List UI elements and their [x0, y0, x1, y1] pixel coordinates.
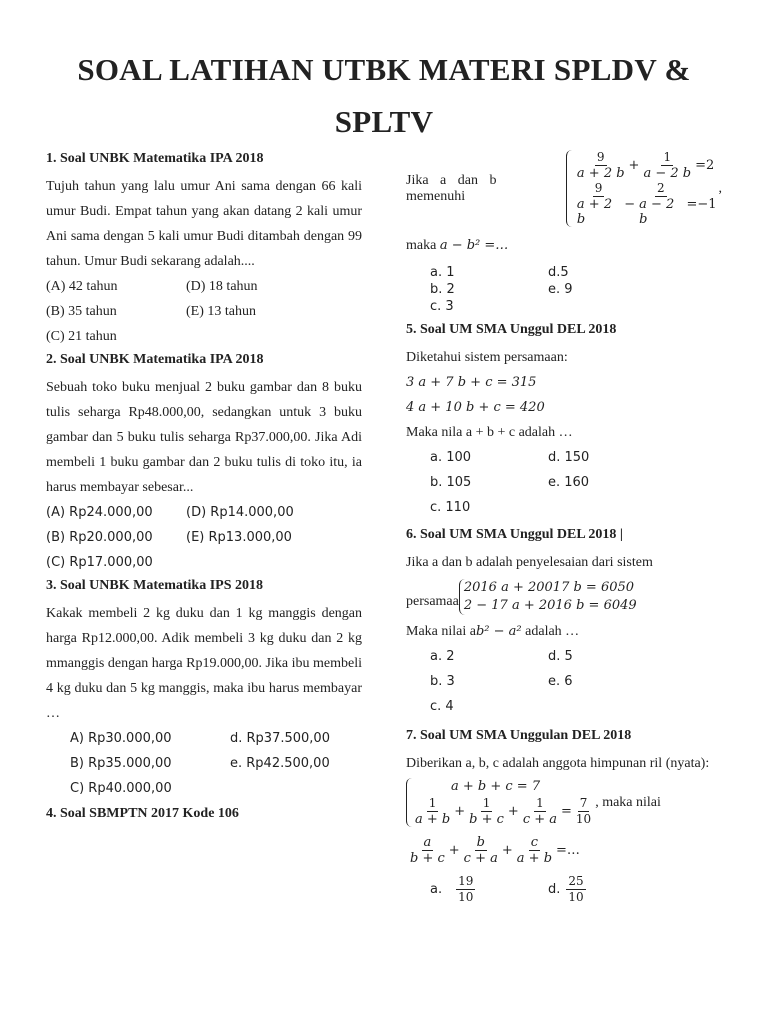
q4-heading: 4. Soal SBMPTN 2017 Kode 106: [46, 806, 239, 821]
q6-option-b: b. 3: [430, 674, 455, 689]
q1-option-d: (D) 18 tahun: [186, 279, 258, 294]
q5-eq1: 3 a + 7 b + c = 315: [406, 375, 537, 390]
q6-ask-expr: b² − a²: [475, 624, 522, 639]
q3-option-d: d. Rp37.500,00: [230, 731, 330, 746]
q2-option-d: (D) Rp14.000,00: [186, 505, 294, 520]
q4-eq2-f1-num: 9: [594, 181, 603, 195]
q4-option-c: c. 3: [430, 299, 454, 314]
q4-option-d: d.5: [548, 265, 569, 280]
title-line-1: SOAL LATIHAN UTBK MATERI SPLDV &: [77, 52, 691, 87]
q5-option-d: d. 150: [548, 450, 590, 465]
q1-text: Tujuh tahun yang lalu umur Ani sama dengan 66 kali umur Budi. Empat tahun yang akan datang 2 kali umur Ani sama dengan 5 kali umur Budi ditambah dengan 99 tahun. Umur Budi sekarang adalah....: [46, 179, 362, 269]
q5-heading: 5. Soal UM SMA Unggul DEL 2018: [406, 322, 617, 337]
q5-option-a: a. 100: [430, 450, 472, 465]
q3-heading: 3. Soal UNBK Matematika IPS 2018: [46, 578, 263, 593]
q4-option-b: b. 2: [430, 282, 455, 297]
q7-option-a-den: 10: [458, 890, 474, 904]
right-column: [406, 150, 722, 905]
q3-option-c: C) Rp40.000,00: [70, 781, 172, 796]
q7-ask-d3: a + b: [516, 851, 553, 866]
q6-eq2: 2 − 17 a + 2016 b = 6049: [463, 598, 637, 613]
q4-eq1-op: +: [628, 158, 640, 173]
q7-eq2-f3-den: c + a: [522, 812, 558, 827]
q7-ask-n2: b: [476, 835, 485, 850]
q7-option-d-den: 10: [568, 890, 584, 904]
q4-system: [406, 150, 722, 227]
q6-brace: [459, 579, 637, 615]
q4-eq1-f1-num: 9: [596, 150, 605, 164]
q5-text: Diketahui sistem persamaan:: [406, 350, 568, 365]
q6-system: [406, 579, 722, 615]
q7-ask-n3: c: [530, 835, 539, 850]
q7-ask-tail: =…: [556, 843, 580, 858]
q4-eq2: [573, 181, 717, 227]
q4-eq1-f2-num: 1: [663, 150, 672, 164]
q7-eq2-rhs-num: 7: [579, 796, 588, 810]
q1-heading: 1. Soal UNBK Matematika IPA 2018: [46, 151, 264, 166]
left-column: [46, 150, 362, 829]
q5-eq2: 4 a + 10 b + c = 420: [406, 400, 545, 415]
q5-ask: Maka nila a + b + c adalah …: [406, 425, 573, 440]
q1-option-a: (A) 42 tahun: [46, 279, 118, 294]
q1-option-c: (C) 21 tahun: [46, 329, 117, 344]
q7-eq2-f3-num: 1: [536, 796, 544, 810]
q7-option-a: [430, 874, 548, 905]
q7-text: Diberikan a, b, c adalah anggota himpunan ril (nyata):: [406, 756, 710, 771]
q7-eq2: [411, 796, 595, 827]
q7-ask: [406, 835, 722, 866]
q6-options: [406, 644, 722, 719]
q4-option-e: e. 9: [548, 282, 573, 297]
q2-option-a: (A) Rp24.000,00: [46, 505, 153, 520]
q4-eq2-rhs: =−1: [686, 196, 717, 212]
q6-text: Jika a dan b adalah penyelesaian dari sistem: [406, 555, 653, 570]
q4-eq1: [573, 150, 717, 181]
q4-ask-expr: a − b² =…: [439, 238, 509, 253]
q7-ask-d1: b + c: [410, 851, 445, 866]
q5-option-e: e. 160: [548, 475, 590, 490]
q5-option-c: c. 110: [430, 500, 471, 515]
q7-eq2-rhs-den: 10: [575, 812, 592, 826]
q2-option-b: (B) Rp20.000,00: [46, 530, 153, 545]
q1-option-b: (B) 35 tahun: [46, 304, 117, 319]
q6-lead: persamaa: [406, 594, 459, 609]
q7-eq2-plus-2: +: [507, 804, 519, 819]
q4-comma: ,: [718, 180, 722, 196]
q4-eq2-f2-den: a − 2 b: [639, 197, 675, 227]
q4-eq1-f1-den: a + 2 b: [576, 166, 625, 181]
q4-eq1-rhs: =2: [695, 158, 715, 173]
q7-ask-plus-2: +: [501, 843, 513, 858]
title-line-2: SPLTV: [334, 104, 434, 139]
q7-heading: 7. Soal UM SMA Unggulan DEL 2018: [406, 728, 632, 743]
q7-eq2-plus-1: +: [454, 804, 466, 819]
q7-brace: [406, 778, 595, 827]
q7-option-d-num: 25: [568, 874, 584, 888]
q6-option-d: d. 5: [548, 649, 573, 664]
q2-text: Sebuah toko buku menjual 2 buku gambar dan 8 buku tulis seharga Rp48.000,00, sedangkan untuk 3 buku gambar dan 5 buku tulis seharga Rp37.000,00. Jika Adi membeli 1 buku gambar dan 2 buku tulis di toko itu, ia harus membayar sebesar...: [46, 380, 362, 495]
q4-eq2-f1-den: a + 2 b: [576, 197, 613, 227]
q7-eq2-f2-num: 1: [482, 796, 491, 810]
q1-options: [46, 274, 362, 349]
q4-eq1-f2-den: a − 2 b: [643, 166, 692, 181]
q7-ask-n1: a: [423, 835, 432, 850]
q7-eq2-f2-den: b + c: [469, 812, 504, 827]
q7-eq2-suffix: , maka nilai: [595, 794, 661, 810]
q7-option-a-num: 19: [458, 874, 474, 888]
q3-options: [46, 726, 362, 801]
q4-lead: Jika a dan b memenuhi: [406, 172, 497, 204]
q6-option-c: c. 4: [430, 699, 454, 714]
q7-eq2-equals: =: [561, 804, 572, 819]
q3-option-a: A) Rp30.000,00: [70, 731, 172, 746]
q1-option-e: (E) 13 tahun: [186, 304, 256, 319]
q6-ask-suffix: adalah …: [521, 624, 580, 639]
q7-options: [406, 874, 722, 905]
q2-option-e: (E) Rp13.000,00: [186, 530, 292, 545]
q7-eq1: a + b + c = 7: [451, 779, 541, 794]
q6-ask-prefix: Maka nilai a: [406, 624, 476, 639]
q3-option-e: e. Rp42.500,00: [230, 756, 330, 771]
q4-option-a: a. 1: [430, 265, 455, 280]
q7-eq2-f1-den: a + b: [415, 812, 451, 827]
document-title: [0, 44, 768, 148]
q2-heading: 2. Soal UNBK Matematika IPA 2018: [46, 352, 264, 367]
q2-option-c: (C) Rp17.000,00: [46, 555, 153, 570]
q6-option-e: e. 6: [548, 674, 573, 689]
q6-heading: 6. Soal UM SMA Unggul DEL 2018 |: [406, 527, 624, 542]
q7-ask-d2: c + a: [463, 851, 498, 866]
q5-options: [406, 445, 722, 520]
q7-eq2-f1-num: 1: [428, 796, 437, 810]
q4-eq2-op: −: [624, 196, 636, 212]
q4-options: [406, 264, 722, 315]
q3-text: Kakak membeli 2 kg duku dan 1 kg manggis dengan harga Rp12.000,00. Adik membeli 3 kg duku dan 2 kg mmanggis dengan harga Rp19.000,00. Jika ibu membeli 4 kg duku dan 5 kg manggis, maka ibu harus membayar …: [46, 606, 362, 721]
q7-ask-plus-1: +: [448, 843, 460, 858]
q4-ask: [406, 233, 722, 258]
q4-brace: [566, 150, 717, 227]
q6-option-a: a. 2: [430, 649, 455, 664]
q6-eq1: 2016 a + 20017 b = 6050: [463, 580, 635, 595]
q4-eq2-f2-num: 2: [656, 181, 665, 195]
q7-option-d: [548, 874, 668, 905]
q3-option-b: B) Rp35.000,00: [70, 756, 172, 771]
q7-system: [406, 778, 722, 827]
q2-options: [46, 500, 362, 575]
q5-option-b: b. 105: [430, 475, 472, 490]
q6-ask: [406, 619, 722, 644]
q4-ask-prefix: maka: [406, 238, 440, 253]
q7-option-d-label: d.: [548, 882, 561, 897]
q7-option-a-label: a.: [430, 882, 443, 897]
